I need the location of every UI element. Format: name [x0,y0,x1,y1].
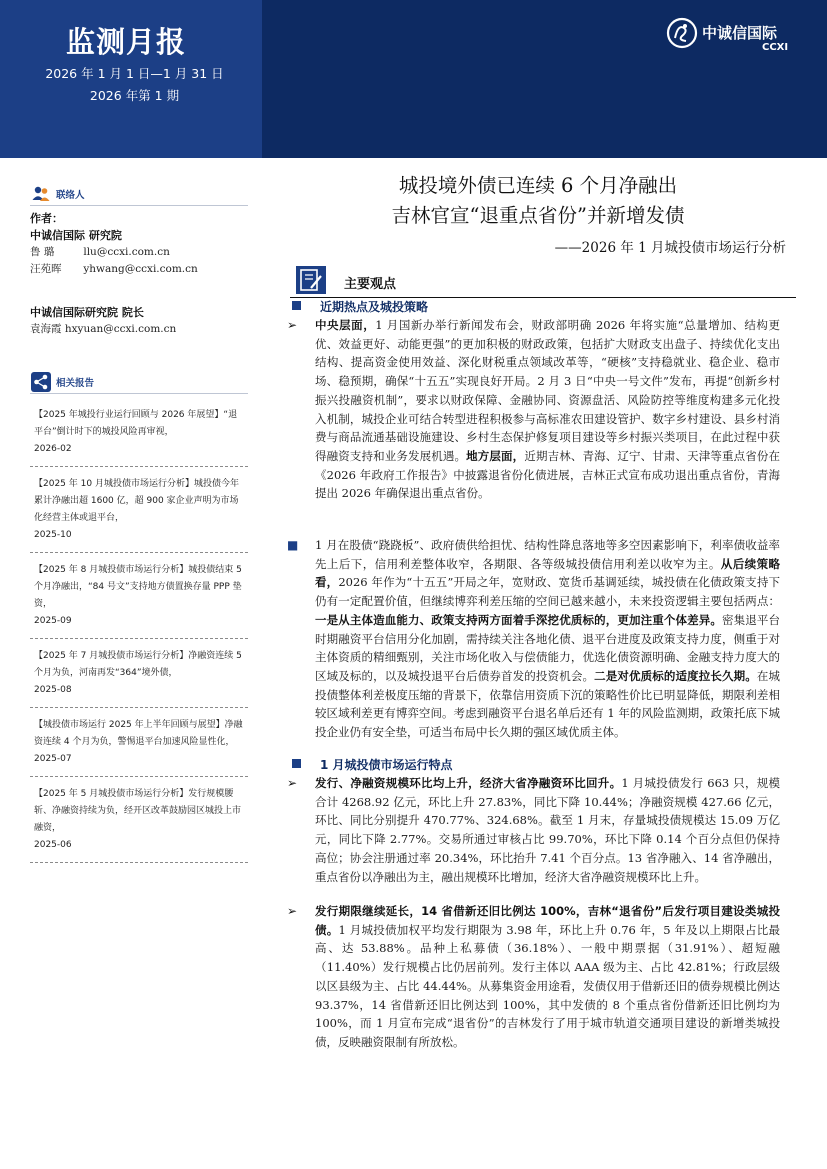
author-name: 汪苑晖 [30,263,62,275]
para-text: 密集退平台时期融资平台信用分化加剧，需持续关注各地化债、退平台进度及政策支持力度，侧重于对主体资质的精细甄别，关注市场化收入与偿债能力，优选化债资源明确、金融支持力度大的区域及标的，以及城投退平台后债券首发的投资机会。 [315,612,780,683]
related-report-title[interactable]: 【2025 年 10 月城投债市场运行分析】 [34,479,194,489]
related-heading-row [30,370,248,394]
para-text: 近期吉林、青海、辽宁、甘肃、天津等重点省份在《2026 年政府工作报告》中披露退省份化债进展，吉林正式宣布成功退出重点省份，青海提出 2026 年确保退出重点省份。 [315,448,781,501]
key-point-paragraph [287,774,781,886]
key-points-icon [296,266,326,294]
para-emphasis: 地方层面， [466,448,525,463]
share-network-icon [30,371,52,393]
para-text: 1 月在股债“跷跷板”、政府债供给担忧、结构性降息落地等多空因素影响下，利率债收益率先上后下，信用利差整体收窄，各期限、各等级城投债信用利差以收窄为主。 [315,538,780,571]
square-bullet-icon: ■ [287,538,299,552]
author-org: 中诚信国际 研究院 [30,229,122,242]
section-heading [292,756,772,772]
related-report-item[interactable] [30,467,248,553]
related-report-date: 2025-07 [34,754,72,764]
section-heading-text: 近期热点及城投策略 [320,300,429,314]
author-row [30,261,248,278]
related-report-date: 2025-08 [34,685,72,695]
author-label: 作者： [30,212,63,225]
para-text: 1 月国新办举行新闻发布会，财政部明确 2026 年将实施“总量增加、结构更优、效益更好、动能更强”的更加积极的财政政策，包括扩大财政支出盘子、持续优化支出结构、提高资金使用效益、深化财税重点领域改革等，“硬核”支持稳就业、稳企业、稳市场、稳预期，确保“十五五”实现良好开局。2 月 3 日“中央一号文件”发布，再提“创新乡村振兴投融资机制”，要求以财政保障、金融协同、资源盘活、风险防控等维度构建多元化投入机制，城投企业可结合转型进程积极参与高标准农田建设管护、数字乡村建设、县乡村消费与商品流通基础设施建设、乡村生态保护修复项目建设等乡村振兴类项目，在此过程中获得融资支持和业务发展机遇。 [315,318,780,463]
key-points-header [290,262,796,298]
para-text: 1 月城投债发行 663 只，规模合计 4268.92 亿元，环比上升 27.83%，同比下降 10.44%；净融资规模 427.66 亿元，环比、同比分别提升 470.77%、324.68%。截至 1 月末，存量城投债规模达 15.09 万亿元，同比下降 2.77%。交易所通过审核占比 99.70%，环比下降 0.14 个百分点但仍保持高位；协会注册通过率 20.34%，环比抬升 7.41 个百分点。13 省净融入、14 省净融出，重点省份以净融出为主，融出规模环比增加，经济大省净融资规模环比上升。 [315,776,781,884]
related-report-title[interactable]: 【2025 年城投行业运行回顾与 2026 年展望】 [34,410,224,420]
related-report-title[interactable]: 【2025 年 8 月城投债市场运行分析】 [34,565,189,575]
related-report-summary: 发行规模腰斩、净融资持续为负，经开区改革鼓励园区城投上市融资， [34,789,242,833]
report-issue-number: 2026 年第 1 期 [89,88,180,103]
director-row [30,321,248,338]
header-title-panel [0,0,262,158]
director-email[interactable]: hxyuan@ccxi.com.cn [64,323,177,335]
contact-panel [30,182,248,338]
para-emphasis: 发行、净融资规模环比均上升，经济大省净融资环比回升。 [315,776,622,790]
para-emphasis: 中央层面， [315,318,376,332]
key-point-paragraph [287,316,781,503]
related-report-item[interactable] [30,708,248,777]
director-name: 袁海霞 [30,323,62,335]
contact-heading-row [30,182,248,206]
related-report-item[interactable] [30,639,248,708]
section-heading [292,298,772,314]
related-report-title[interactable]: 【2025 年 7 月城投债市场运行分析】 [34,651,189,661]
para-emphasis: 一是从主体造血能力、政策支持两方面着手深挖优质标的，更加注重个体差异。 [315,612,722,627]
logo-chinese-name: 中诚信国际 [702,24,778,42]
logo-english-name: CCXI [762,42,789,53]
report-type-title: 监测月报 [66,25,187,59]
key-point-paragraph [287,902,780,1052]
report-date-range: 2026 年 1 月 1 日—1 月 31 日 [45,66,224,81]
related-report-date: 2025-09 [34,616,72,626]
article-title-line1: 城投境外债已连续 6 个月净融出 [398,174,678,197]
arrow-bullet-icon: ➢ [287,776,298,790]
arrow-bullet-icon: ➢ [287,318,298,332]
para-emphasis: 二是对优质标的适度拉长久期。 [594,668,757,683]
para-text: 1 月城投债加权平均发行期限为 3.98 年，环比上升 0.76 年，5 年及以上期限占比最高、达 53.88%。品种上私募债（36.18%）、一般中期票据（31.91%）、超短融（11.40%）发行规模占比仍居前列。发行主体以 AAA 级为主、占比 42.81%；行政层级以区县级为主、占比 44.44%。从募集资金用途看，发债仅用于借新还旧的债券规模比例达 93.37%，14 省借新还旧比例达到 100%，其中发债的 8 个重点省份借新还旧比例均为 100%，而 1 月宣布完成“退省份”的吉林发行了用于城市轨道交通项目建设的新增类城投债，反映融资限制有所放松。 [315,922,780,1049]
director-title: 中诚信国际研究院 院长 [30,306,144,319]
related-report-summary: 城投债结束 5 个月净融出，“84 号文”支持地方债置换存量 PPP 垫资， [34,565,242,609]
key-points-label: 主要观点 [344,277,397,292]
article-subtitle: ——2026 年 1 月城投债市场运行分析 [554,240,786,256]
para-text: 2026 年作为“十五五”开局之年，宽财政、宽货币基调延续，城投债在化债政策支持下仍有一定配置价值，但继续博弈利差压缩的空间已越来越小，未来投资逻辑主要包括两点： [315,575,781,609]
ccxi-logo-mark-icon [666,16,698,50]
related-report-summary: 净融资连续 4 个月为负，警惕退平台加速风险显性化， [34,720,243,747]
related-report-date: 2026-02 [34,444,72,454]
related-report-summary: 城投债今年累计净融出超 1600 亿，超 900 家企业声明为市场化经营主体或退平台， [34,479,239,523]
related-heading: 相关报告 [56,377,95,389]
related-report-date: 2025-10 [34,530,72,540]
para-emphasis: 从后续策略看， [315,556,781,590]
related-report-item[interactable] [30,398,248,467]
author-email[interactable]: yhwang@ccxi.com.cn [83,263,198,275]
article-title-line2: 吉林官宣“退重点省份”并新增发债 [391,204,685,227]
related-report-item[interactable] [30,777,248,863]
contacts-icon [30,183,52,205]
related-report-summary: “退平台”倒计时下的城投风险再审视， [34,410,238,437]
key-point-paragraph [287,536,781,742]
author-email[interactable]: llu@ccxi.com.cn [83,246,170,258]
author-row [30,244,248,261]
arrow-bullet-icon: ➢ [287,904,298,918]
section-heading-text: 1 月城投债市场运行特点 [320,758,453,772]
section-bullet-icon [292,759,301,768]
author-name: 鲁 璐 [30,246,55,258]
related-report-item[interactable] [30,553,248,639]
related-report-summary: 净融资连续 5 个月为负，河南再发“364”境外债， [34,651,242,678]
related-report-title[interactable]: 【2025 年 5 月城投债市场运行分析】 [34,789,189,799]
ccxi-logo [666,16,816,56]
section-bullet-icon [292,301,301,310]
contact-heading: 联络人 [56,189,85,201]
para-emphasis: 发行期限继续延长，14 省借新还旧比例达 100%，吉林“退省份”后发行项目建设类城投债。 [315,904,780,937]
related-reports-panel [30,370,248,863]
related-report-date: 2025-06 [34,840,72,850]
related-report-title[interactable]: 【城投债市场运行 2025 年上半年回顾与展望】 [34,720,225,730]
para-text: 在城投债整体利差极度压缩的背景下，依靠信用资质下沉的策略性价比已明显降低，期限利差相较区域利差更有博弈空间。考虑到融资平台退名单后还有 1 年的风险监测期，政策托底下城投企业仍有安全垫，可适当布局中长久期的强区域优质主体。 [315,668,781,740]
